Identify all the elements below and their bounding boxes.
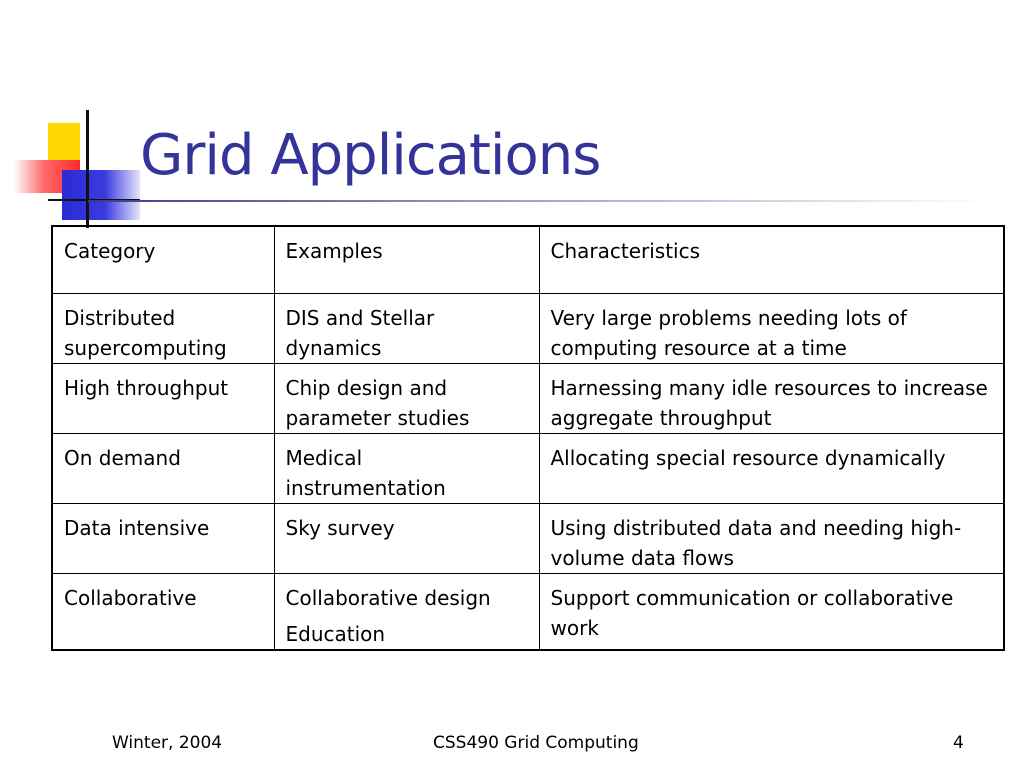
title-underline (88, 200, 988, 202)
logo-yellow-square (48, 123, 80, 163)
cell-examples (274, 573, 539, 650)
cell-characteristics: Allocating special resource dynamically (539, 433, 1004, 503)
header-examples: Examples (274, 226, 539, 293)
cell-category: Data intensive (52, 503, 274, 573)
table-row (52, 293, 1004, 363)
cell-characteristics: Harnessing many idle resources to increase aggregate throughput (539, 363, 1004, 433)
cell-examples (274, 293, 539, 363)
table-row (52, 433, 1004, 503)
example-item: DIS and Stellar dynamics (285, 305, 435, 360)
example-item: Education (285, 621, 386, 646)
page-number: 4 (953, 733, 964, 753)
cell-category: High throughput (52, 363, 274, 433)
example-item: Sky survey (285, 515, 395, 540)
logo-vertical-line (86, 110, 89, 228)
example-item: Chip design and parameter studies (285, 375, 470, 430)
example-item: Collaborative design (285, 585, 491, 610)
table-header-row (52, 226, 1004, 293)
header-category: Category (52, 226, 274, 293)
cell-characteristics: Support communication or collaborative work (539, 573, 1004, 650)
cell-examples (274, 503, 539, 573)
table-row (52, 573, 1004, 650)
cell-category: Collaborative (52, 573, 274, 650)
example-item: Medical instrumentation (285, 445, 446, 500)
table-row (52, 363, 1004, 433)
cell-category: Distributed supercomputing (52, 293, 274, 363)
slide-title: Grid Applications (140, 123, 601, 188)
cell-examples (274, 363, 539, 433)
table-row (52, 503, 1004, 573)
cell-characteristics: Very large problems needing lots of computing resource at a time (539, 293, 1004, 363)
slide-logo (0, 0, 140, 230)
logo-blue-square (62, 170, 140, 220)
cell-category: On demand (52, 433, 274, 503)
grid-applications-table (51, 225, 1005, 651)
header-characteristics: Characteristics (539, 226, 1004, 293)
footer-date: Winter, 2004 (112, 733, 223, 753)
footer-course: CSS490 Grid Computing (433, 733, 639, 753)
cell-characteristics: Using distributed data and needing high-volume data flows (539, 503, 1004, 573)
cell-examples (274, 433, 539, 503)
